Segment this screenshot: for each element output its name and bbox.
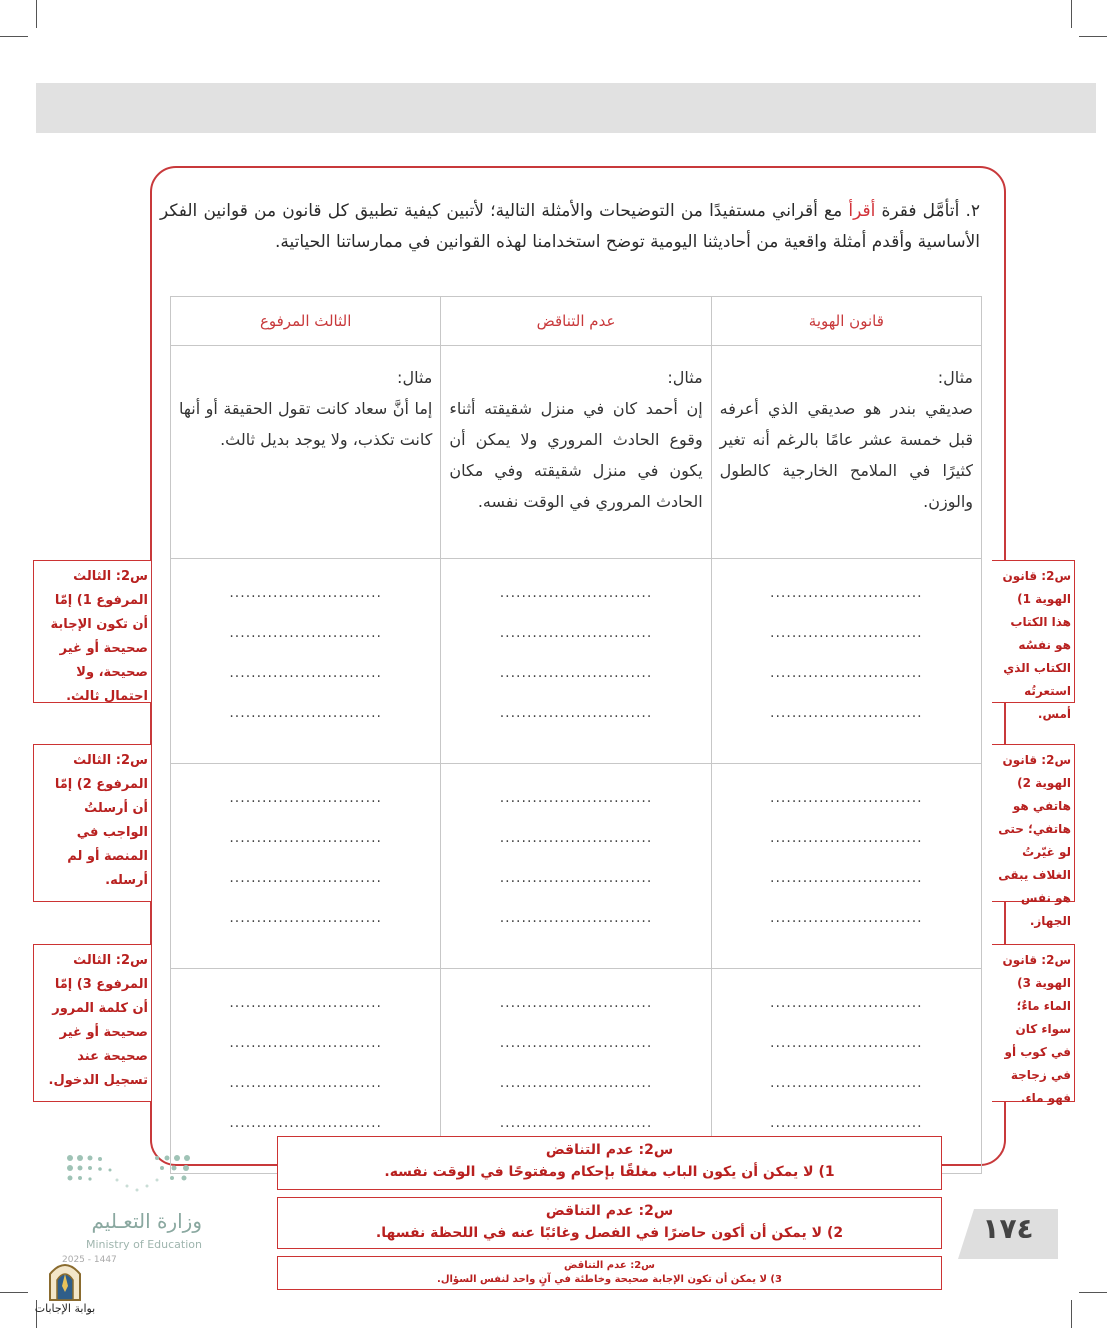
- crop-mark: [1079, 1292, 1107, 1293]
- crop-mark: [36, 0, 37, 28]
- question-body: مع أقراني مستفيدًا من التوضيحات والأمثلة التالية؛ لأتبين كيفية تطبيق كل قانون من قوانين الفكر الأساسية وأقدم أمثلة واقعية من أحاديثنا اليومية توضح استخدامنا لهذه القوانين في ممارساتنا الحياتية.: [160, 201, 980, 252]
- ministry-logo-icon: [62, 1150, 202, 1200]
- portal-logo-icon: [44, 1256, 86, 1302]
- crop-mark: [1071, 1300, 1072, 1328]
- example-text: صديقي بندر هو صديقي الذي أعرفه قبل خمسة عشر عامًا بالرغم أنه تغير كثيرًا في الملامح الخارجية كالطول والوزن.: [719, 399, 973, 511]
- answer-note-non-contradiction: [277, 1136, 942, 1190]
- dot-line: ............................: [770, 830, 923, 846]
- example-cell-excluded-middle: [171, 346, 441, 559]
- dot-line: ............................: [229, 1115, 382, 1131]
- dot-line: ............................: [499, 995, 653, 1011]
- answer-note-non-contradiction: [277, 1256, 942, 1290]
- example-label: مثال:: [937, 368, 973, 387]
- page-number: ١٧٤: [982, 1212, 1034, 1245]
- header-band: [36, 83, 1096, 133]
- answer-note-non-contradiction: [277, 1197, 942, 1249]
- dot-line: ............................: [770, 705, 923, 721]
- example-cell-non-contradiction: [441, 346, 711, 559]
- question-intro: أتأمَّل فقرة: [881, 201, 960, 221]
- ministry-name-en: Ministry of Education: [85, 1238, 202, 1251]
- dot-line: ............................: [499, 1035, 653, 1051]
- dot-line: ............................: [499, 665, 653, 681]
- dot-line: ............................: [499, 625, 653, 641]
- example-cell-identity: [711, 346, 981, 559]
- answer-cell[interactable]: [171, 764, 441, 969]
- dot-line: ............................: [499, 1115, 653, 1131]
- example-text: إن أحمد كان في منزل شقيقته أثناء وقوع الحادث المروري ولا يمكن أن يكون في منزل شقيقته وفي مكان الحادث المروري في الوقت نفسه.: [449, 399, 703, 511]
- answer-note-excluded-middle: س2: الثالث المرفوع 3) إمّا أن كلمة المرور صحيحة أو غير صحيحة عند تسجيل الدخول.: [33, 944, 151, 1102]
- note-title: س2: عدم التناقض: [564, 1260, 655, 1271]
- dot-line: ............................: [770, 1035, 923, 1051]
- dot-line: ............................: [499, 705, 653, 721]
- dot-line: ............................: [499, 870, 653, 886]
- example-label: مثال:: [667, 368, 703, 387]
- question-highlight: أقرأ: [848, 201, 876, 221]
- dot-line: ............................: [770, 790, 923, 806]
- crop-mark: [0, 1292, 28, 1293]
- examples-row: [171, 346, 982, 559]
- header-identity: قانون الهوية: [711, 297, 981, 346]
- dot-line: ............................: [770, 1075, 923, 1091]
- table-header-row: [171, 297, 982, 346]
- dot-line: ............................: [770, 910, 923, 926]
- dot-line: ............................: [499, 790, 653, 806]
- dot-line: ............................: [229, 705, 382, 721]
- header-excluded-middle: الثالث المرفوع: [171, 297, 441, 346]
- header-non-contradiction: عدم التناقض: [441, 297, 711, 346]
- dot-line: ............................: [229, 830, 382, 846]
- dot-line: ............................: [229, 585, 382, 601]
- example-label: مثال:: [397, 368, 433, 387]
- dot-line: ............................: [229, 910, 382, 926]
- crop-mark: [1079, 36, 1107, 37]
- example-text: إما أنَّ سعاد كانت تقول الحقيقة أو أنها كانت تكذب، ولا يوجد بديل ثالث.: [179, 399, 433, 449]
- answer-cell[interactable]: [171, 559, 441, 764]
- dot-line: ............................: [229, 995, 382, 1011]
- answer-note-identity: س2: قانون الهوية 2) هاتفي هو هاتفي؛ حتى لو غيّرتُ الغلاف يبقى هو نفس الجهاز.: [992, 744, 1075, 902]
- dot-line: ............................: [770, 665, 923, 681]
- dot-line: ............................: [229, 790, 382, 806]
- dot-line: ............................: [229, 1035, 382, 1051]
- answer-note-identity: س2: قانون الهوية 1) هذا الكتاب هو نفسُه الكتاب الذي استعرتُه أمس.: [992, 560, 1075, 703]
- dot-line: ............................: [770, 585, 923, 601]
- dot-line: ............................: [499, 910, 653, 926]
- ministry-name-ar: وزارة التعـليم: [91, 1209, 202, 1233]
- answer-cell[interactable]: [711, 559, 981, 764]
- question-text: [160, 196, 980, 258]
- dot-line: ............................: [499, 830, 653, 846]
- dot-line: ............................: [499, 585, 653, 601]
- dot-line: ............................: [229, 665, 382, 681]
- dot-line: ............................: [770, 870, 923, 886]
- dot-line: ............................: [770, 625, 923, 641]
- answer-cell[interactable]: [711, 764, 981, 969]
- dot-line: ............................: [229, 625, 382, 641]
- crop-mark: [0, 36, 28, 37]
- laws-table: [170, 296, 982, 1174]
- dot-line: ............................: [229, 870, 382, 886]
- answer-note-excluded-middle: س2: الثالث المرفوع 2) إمّا أن أرسلتُ الواجب في المنصة أو لم أرسله.: [33, 744, 151, 902]
- note-text: 1) لا يمكن أن يكون الباب مغلقًا بإحكام ومفتوحًا في الوقت نفسه.: [384, 1164, 835, 1180]
- answer-note-identity: س2: قانون الهوية 3) الماء ماءٌ؛ سواء كان في كوب أو في زجاجة فهو ماء.: [992, 944, 1075, 1102]
- answer-row: [171, 559, 982, 764]
- answer-row: [171, 764, 982, 969]
- note-title: س2: عدم التناقض: [545, 1142, 674, 1158]
- dot-line: ............................: [499, 1075, 653, 1091]
- note-text: 3) لا يمكن أن تكون الإجابة صحيحة وخاطئة في آنٍ واحد لنفس السؤال.: [437, 1274, 782, 1285]
- answer-cell[interactable]: [441, 559, 711, 764]
- note-text: 2) لا يمكن أن أكون حاضرًا في الفصل وغائبًا عنه في اللحظة نفسها.: [375, 1225, 844, 1241]
- dot-line: ............................: [770, 1115, 923, 1131]
- dot-line: ............................: [229, 1075, 382, 1091]
- crop-mark: [1071, 0, 1072, 28]
- answer-note-excluded-middle: س2: الثالث المرفوع 1) إمّا أن تكون الإجابة صحيحة أو غير صحيحة، ولا احتمال ثالث.: [33, 560, 151, 703]
- dot-line: ............................: [770, 995, 923, 1011]
- portal-label: بوابة الإجابات: [34, 1302, 96, 1315]
- answer-cell[interactable]: [441, 764, 711, 969]
- question-number: ٢.: [965, 201, 981, 221]
- note-title: س2: عدم التناقض: [545, 1203, 674, 1219]
- ministry-years: 2025 - 1447: [62, 1255, 117, 1265]
